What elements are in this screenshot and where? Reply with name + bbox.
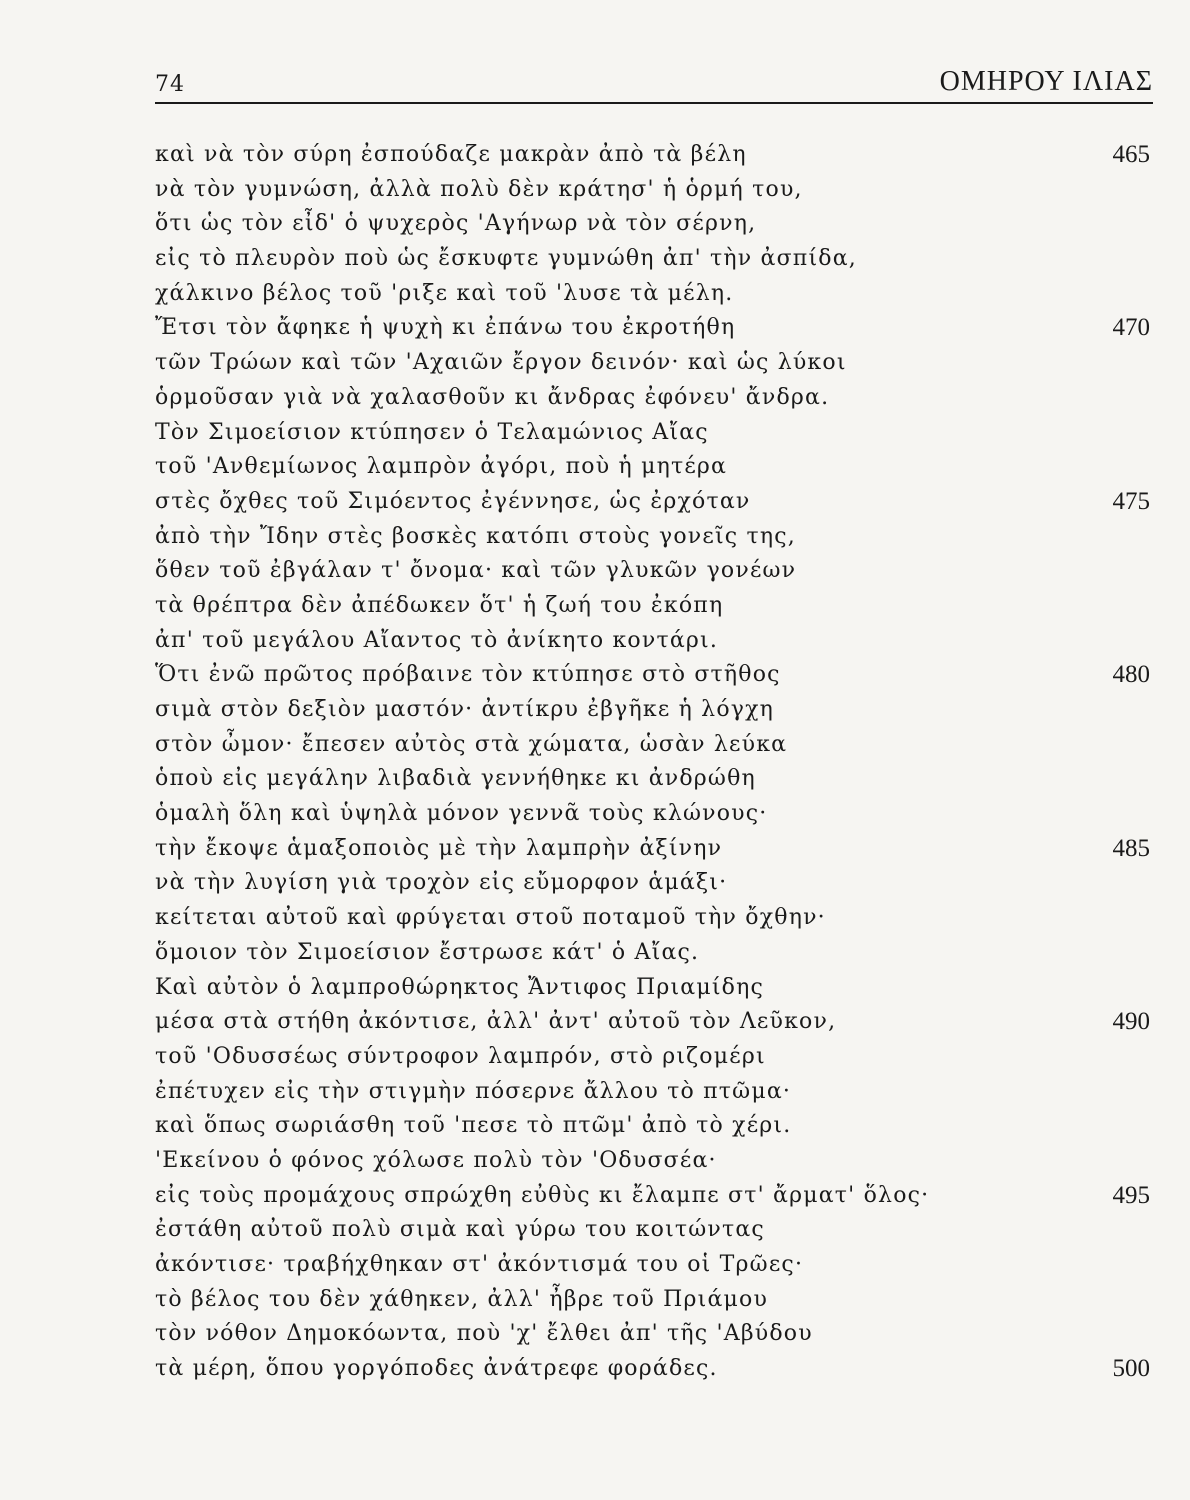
page-number: 74 (155, 72, 185, 97)
verse-text: Ὅτι ἐνῶ πρῶτος πρόβαινε τὸν κτύπησε στὸ στῆθος (155, 662, 781, 688)
verse-text: τὰ μέρη, ὅπου γοργόποδες ἀνάτρεφε φοράδες. (155, 1356, 718, 1382)
verse-text: καὶ ὅπως σωριάσθη τοῦ 'πεσε τὸ πτῶμ' ἀπὸ τὸ χέρι. (155, 1113, 792, 1139)
running-title: ΟΜΗΡΟΥ ΙΛΙΑΣ (939, 66, 1153, 97)
verse-line (155, 624, 1150, 659)
verse-line (155, 450, 1150, 485)
verse-line (155, 1248, 1150, 1283)
verse-text: τὸν νόθον Δημοκόωντα, ποὺ 'χ' ἔλθει ἀπ' τῆς 'Αβύδου (155, 1321, 813, 1347)
line-number: 500 (1112, 1355, 1150, 1383)
verse-line (155, 1283, 1150, 1318)
verse-line (155, 346, 1150, 381)
verse-line (155, 658, 1150, 693)
verse-line (155, 797, 1150, 832)
verse-text: ἀκόντισε· τραβήχθηκαν στ' ἀκόντισμά του οἱ Τρῶες· (155, 1252, 804, 1277)
verse-line (155, 416, 1150, 451)
verse-line (155, 1352, 1150, 1387)
line-number: 475 (1112, 487, 1150, 515)
verse-line (155, 693, 1150, 728)
verse-line (155, 138, 1150, 173)
verse-text: νὰ τὸν γυμνώση, ἀλλὰ πολὺ δὲν κράτησ' ἡ ὁρμή του, (155, 176, 803, 202)
verse-line (155, 311, 1150, 346)
line-number: 485 (1112, 834, 1150, 862)
verse-line (155, 589, 1150, 624)
verse-text: σιμὰ στὸν δεξιὸν μαστόν· ἀντίκρυ ἐβγῆκε ἡ λόγχη (155, 697, 775, 722)
verse-line (155, 277, 1150, 312)
verse-line (155, 866, 1150, 901)
verse-text: Τὸν Σιμοείσιον κτύπησεν ὁ Τελαμώνιος Αἴας (155, 419, 709, 445)
verse-line (155, 554, 1150, 589)
verse-text: ὁρμοῦσαν γιὰ νὰ χαλασθοῦν κι ἄνδρας ἐφόνευ' ἄνδρα. (155, 384, 830, 410)
verse-line (155, 1109, 1150, 1144)
verse-line (155, 381, 1150, 416)
verse-line (155, 936, 1150, 971)
verse-block (155, 138, 1150, 1387)
verse-text: τοῦ 'Οδυσσέως σύντροφον λαμπρόν, στὸ ριζομέρι (155, 1043, 766, 1069)
verse-text: νὰ τὴν λυγίση γιὰ τροχὸν εἰς εὔμορφον ἁμάξι· (155, 870, 728, 896)
verse-text: ἀπ' τοῦ μεγάλου Αἴαντος τὸ ἀνίκητο κοντάρι. (155, 627, 719, 653)
verse-text: καὶ νὰ τὸν σύρη ἐσπούδαζε μακρὰν ἀπὸ τὰ βέλη (155, 142, 747, 167)
verse-text: ὅμοιον τὸν Σιμοείσιον ἔστρωσε κάτ' ὁ Αἴας. (155, 939, 700, 965)
verse-text: τοῦ 'Ανθεμίωνος λαμπρὸν ἀγόρι, ποὺ ἡ μητέρα (155, 454, 728, 480)
verse-line (155, 971, 1150, 1006)
verse-line (155, 1213, 1150, 1248)
verse-line (155, 1179, 1150, 1214)
verse-line (155, 207, 1150, 242)
verse-text: τὰ θρέπτρα δὲν ἀπέδωκεν ὅτ' ἡ ζωή του ἐκόπη (155, 592, 724, 618)
line-number: 470 (1112, 314, 1150, 342)
verse-text: ἀπὸ τὴν Ἴδην στὲς βοσκὲς κατόπι στοὺς γονεῖς της, (155, 523, 796, 549)
verse-line (155, 1005, 1150, 1040)
verse-line (155, 1075, 1150, 1110)
line-number: 490 (1112, 1008, 1150, 1036)
verse-text: Καὶ αὐτὸν ὁ λαμπροθώρηκτος Ἄντιφος Πριαμίδης (155, 974, 765, 1000)
line-number: 495 (1112, 1181, 1150, 1209)
verse-line (155, 242, 1150, 277)
verse-text: τῶν Τρώων καὶ τῶν 'Αχαιῶν ἔργον δεινόν· καὶ ὡς λύκοι (155, 350, 847, 376)
verse-line (155, 1040, 1150, 1075)
verse-line (155, 901, 1150, 936)
verse-text: τὸ βέλος του δὲν χάθηκεν, ἀλλ' ἦβρε τοῦ Πριάμου (155, 1286, 769, 1312)
verse-text: ὁμαλὴ ὅλη καὶ ὑψηλὰ μόνον γεννᾶ τοὺς κλώνους· (155, 801, 768, 827)
verse-text: τὴν ἔκοψε ἁμαξοποιὸς μὲ τὴν λαμπρὴν ἀξίνην (155, 835, 723, 861)
verse-text: κείτεται αὐτοῦ καὶ φρύγεται στοῦ ποταμοῦ τὴν ὄχθην· (155, 905, 826, 931)
verse-text: στὸν ὦμον· ἔπεσεν αὐτὸς στὰ χώματα, ὡσὰν λεύκα (155, 731, 788, 757)
verse-line (155, 832, 1150, 867)
verse-line (155, 485, 1150, 520)
verse-text: ὅθεν τοῦ ἐβγάλαν τ' ὄνομα· καὶ τῶν γλυκῶν γονέων (155, 558, 797, 584)
verse-text: ὁποὺ εἰς μεγάλην λιβαδιὰ γεννήθηκε κι ἀνδρώθη (155, 766, 756, 792)
verse-line (155, 728, 1150, 763)
verse-text: ὅτι ὡς τὸν εἶδ' ὁ ψυχερὸς 'Αγήνωρ νὰ τὸν σέρνη, (155, 211, 757, 237)
line-number: 465 (1112, 141, 1150, 168)
verse-text: εἰς τὸ πλευρὸν ποὺ ὡς ἔσκυφτε γυμνώθη ἀπ' τὴν ἀσπίδα, (155, 246, 857, 272)
verse-text: μέσα στὰ στήθη ἀκόντισε, ἀλλ' ἀντ' αὐτοῦ τὸν Λεῦκον, (155, 1009, 837, 1035)
verse-text: εἰς τοὺς προμάχους σπρώχθη εὐθὺς κι ἔλαμπε στ' ἄρματ' ὅλος· (155, 1182, 930, 1208)
verse-line (155, 520, 1150, 555)
verse-text: ἐστάθη αὐτοῦ πολὺ σιμὰ καὶ γύρω του κοιτώντας (155, 1217, 765, 1243)
line-number: 480 (1112, 661, 1150, 689)
verse-text: χάλκινο βέλος τοῦ 'ριξε καὶ τοῦ 'λυσε τὰ μέλη. (155, 280, 734, 306)
page-header (155, 62, 1153, 102)
verse-text: Ἔτσι τὸν ἄφηκε ἡ ψυχὴ κι ἐπάνω του ἐκροτήθη (155, 315, 736, 341)
verse-line (155, 1144, 1150, 1179)
verse-text: ἐπέτυχεν εἰς τὴν στιγμὴν πόσερνε ἄλλου τὸ πτῶμα· (155, 1078, 792, 1104)
verse-text: 'Εκείνου ὁ φόνος χόλωσε πολὺ τὸν 'Οδυσσέα· (155, 1147, 717, 1173)
verse-line (155, 762, 1150, 797)
verse-text: στὲς ὄχθες τοῦ Σιμόεντος ἐγέννησε, ὡς ἐρχόταν (155, 488, 751, 514)
verse-line (155, 173, 1150, 208)
verse-line (155, 1317, 1150, 1352)
header-rule (155, 102, 1153, 104)
